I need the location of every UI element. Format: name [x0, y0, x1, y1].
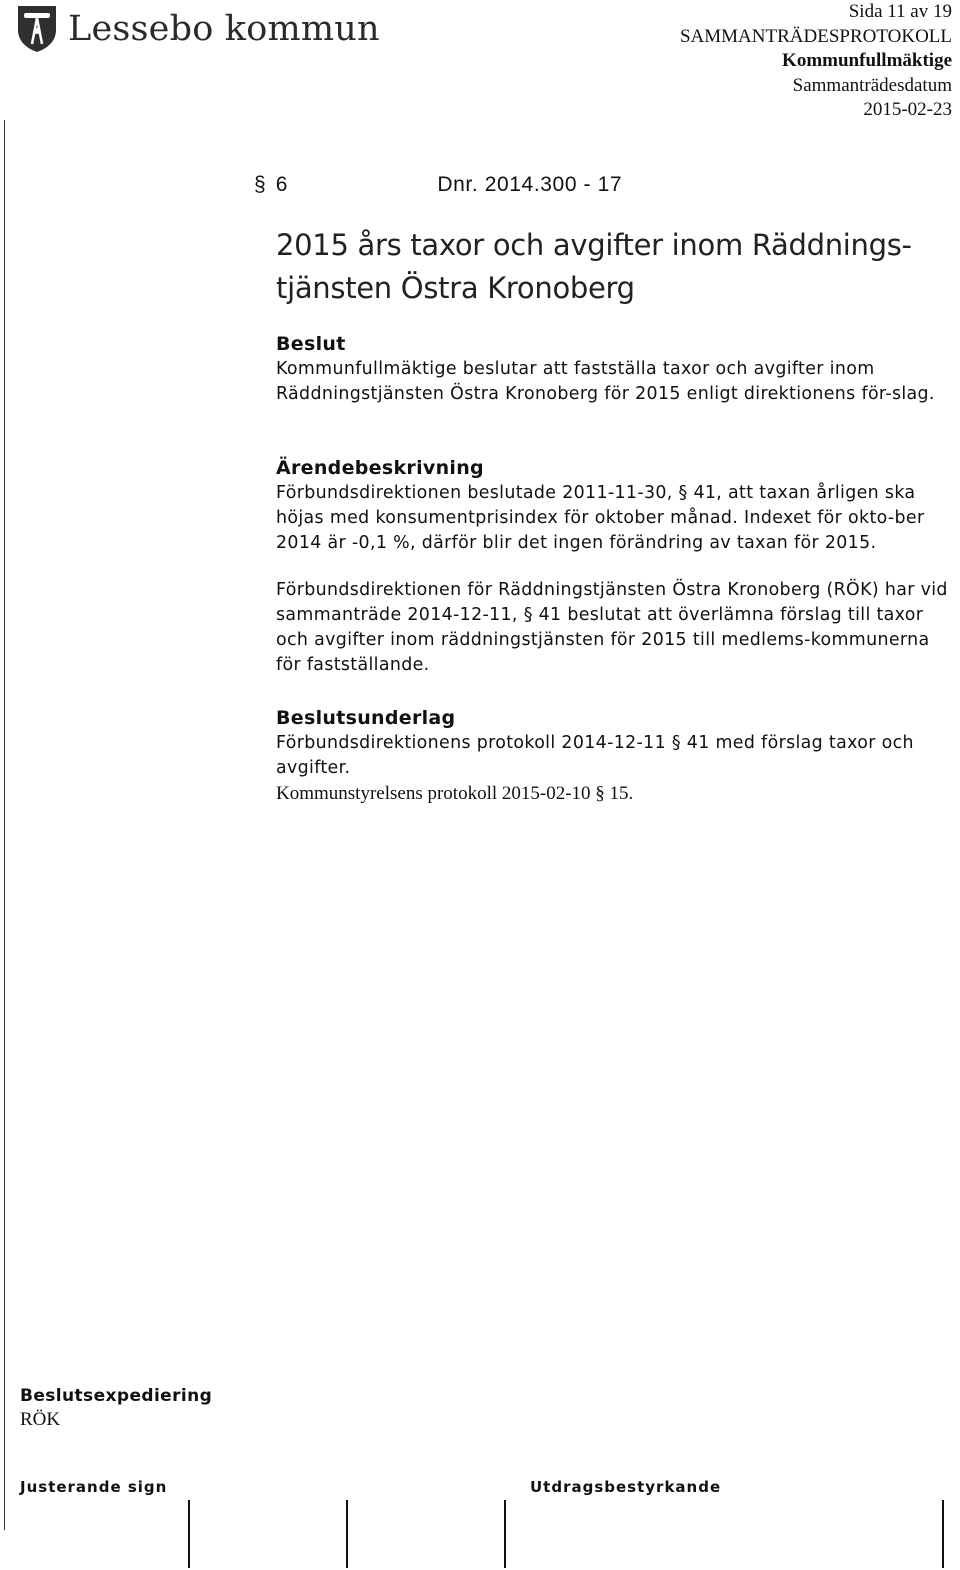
section-heading: Ärendebeskrivning	[276, 457, 484, 479]
section-text-2: Förbundsdirektionen för Räddningstjänsten Östra Kronoberg (RÖK) har vid sammanträde 2014-12-11, § 41 beslutat att överlämna förslag till taxor och avgifter inom räddningstjänsten för 2015 till medlems-kommunerna för fastställande.	[276, 580, 948, 675]
meeting-date-label: Sammanträdesdatum	[792, 74, 952, 96]
paragraph-number: 6	[275, 173, 288, 196]
section-text: Förbundsdirektionen beslutade 2011-11-30, § 41, att taxan årligen ska höjas med konsumentprisindex för oktober månad. Indexet för okto-ber 2014 är -0,1 %, därför blir det ingen förändring av taxan för 2015.	[276, 483, 925, 553]
section-text-2: Kommunstyrelsens protokoll 2015-02-10 § 15.	[276, 783, 634, 804]
page-title: 2015 års taxor och avgifter inom Räddnings-tjänsten Östra Kronoberg	[276, 228, 912, 305]
basis-section	[276, 706, 956, 806]
signature-line	[942, 1500, 944, 1568]
council-name: Kommunfullmäktige	[782, 50, 952, 71]
document-type: SAMMANTRÄDESPROTOKOLL	[679, 25, 952, 47]
document-header	[680, 0, 952, 123]
section-text: Förbundsdirektionens protokoll 2014-12-11 § 41 med förslag taxor och avgifter.	[276, 733, 914, 778]
signature-line	[504, 1500, 506, 1568]
signature-label: Justerande sign	[20, 1478, 168, 1496]
municipality-logo	[16, 4, 380, 54]
certification-label: Utdragsbestyrkande	[530, 1478, 722, 1496]
signature-line	[346, 1500, 348, 1568]
signature-line	[188, 1500, 190, 1568]
section-text: Kommunfullmäktige beslutar att fastställa taxor och avgifter inom Räddningstjänsten Östra Kronoberg för 2015 enligt direktionens för-slag.	[276, 359, 935, 404]
meeting-date: 2015-02-23	[863, 99, 952, 120]
section-heading: Beslutsunderlag	[276, 707, 456, 729]
decision-section	[276, 332, 956, 407]
section-heading: Beslut	[276, 333, 346, 355]
org-name: Lessebo kommun	[68, 9, 380, 49]
page-number: Sida 11 av 19	[848, 1, 952, 22]
paragraph-reference	[254, 173, 622, 197]
margin-rule	[4, 120, 5, 1530]
expedition-heading: Beslutsexpediering	[20, 1386, 213, 1406]
case-number: Dnr. 2014.300 - 17	[437, 173, 623, 196]
coat-of-arms-icon	[16, 4, 58, 54]
expedition-recipient: RÖK	[20, 1409, 61, 1430]
section-symbol: §	[254, 173, 266, 196]
description-section	[276, 456, 956, 678]
